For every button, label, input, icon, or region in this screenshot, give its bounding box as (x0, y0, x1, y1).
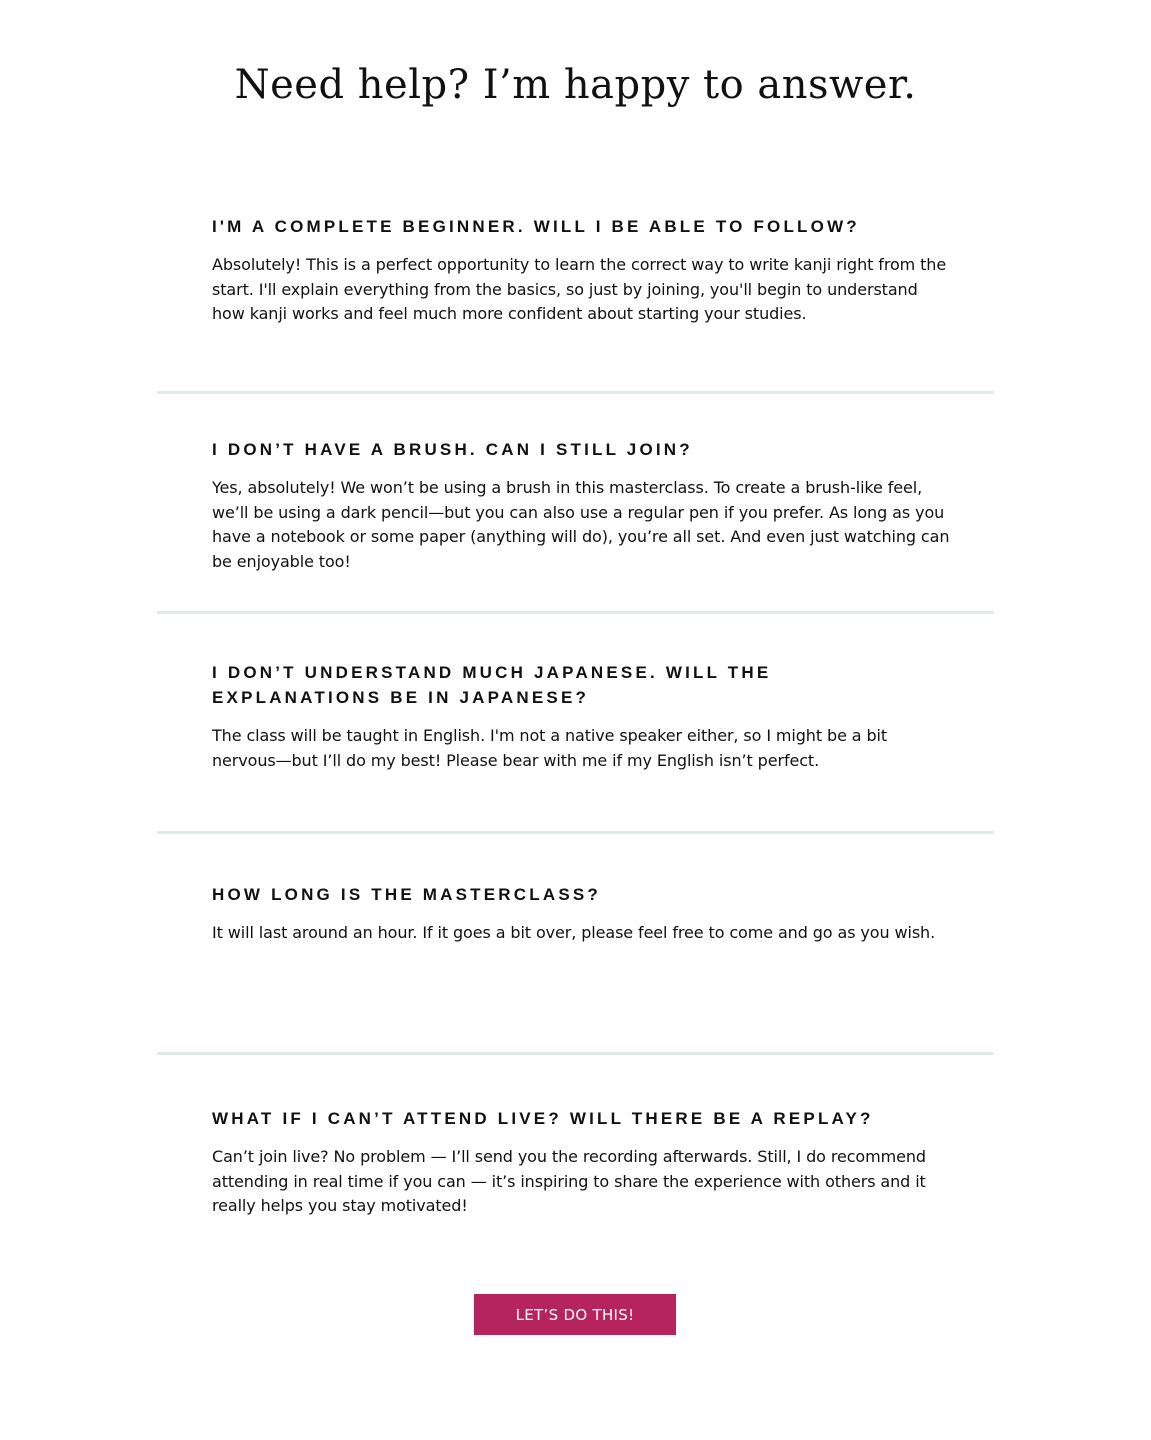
faq-answer: Can’t join live? No problem — I’ll send you the recording afterwards. Still, I do recommend attending in real time if you can — it’s inspiring to share the experience with others and it really helps you stay motivated! (212, 1147, 926, 1215)
lets-do-this-button[interactable]: LET’S DO THIS! (474, 1294, 676, 1335)
faq-question: WHAT IF I CAN’T ATTEND LIVE? WILL THERE BE A REPLAY? (212, 1109, 874, 1128)
faq-answer: The class will be taught in English. I'm not a native speaker either, so I might be a bit nervous—but I’ll do my best! Please bear with me if my English isn’t perfect. (212, 726, 888, 770)
page-title: Need help? I’m happy to answer. (234, 62, 917, 108)
faq-item (212, 437, 952, 574)
faq-item (212, 882, 952, 946)
divider (157, 831, 994, 834)
faq-item (212, 660, 952, 773)
faq-answer: It will last around an hour. If it goes a bit over, please feel free to come and go as you wish. (212, 923, 936, 942)
faq-item (212, 214, 952, 327)
faq-item (212, 1106, 952, 1219)
faq-question: I DON’T UNDERSTAND MUCH JAPANESE. WILL THE EXPLANATIONS BE IN JAPANESE? (212, 663, 772, 707)
divider (157, 611, 994, 614)
faq-question: I DON’T HAVE A BRUSH. CAN I STILL JOIN? (212, 440, 693, 459)
faq-answer: Yes, absolutely! We won’t be using a brush in this masterclass. To create a brush-like feel, we’ll be using a dark pencil—but you can also use a regular pen if you prefer. As long as you have a notebook or some paper (anything will do), you’re all set. And even just watching can be enjoyable too! (212, 478, 950, 571)
faq-answer: Absolutely! This is a perfect opportunity to learn the correct way to write kanji right from the start. I'll explain everything from the basics, so just by joining, you'll begin to understand how kanji works and feel much more confident about starting your studies. (212, 255, 947, 323)
divider (157, 1052, 994, 1055)
faq-question: I'M A COMPLETE BEGINNER. WILL I BE ABLE TO FOLLOW? (212, 217, 860, 236)
faq-question: HOW LONG IS THE MASTERCLASS? (212, 885, 601, 904)
divider (157, 391, 994, 394)
